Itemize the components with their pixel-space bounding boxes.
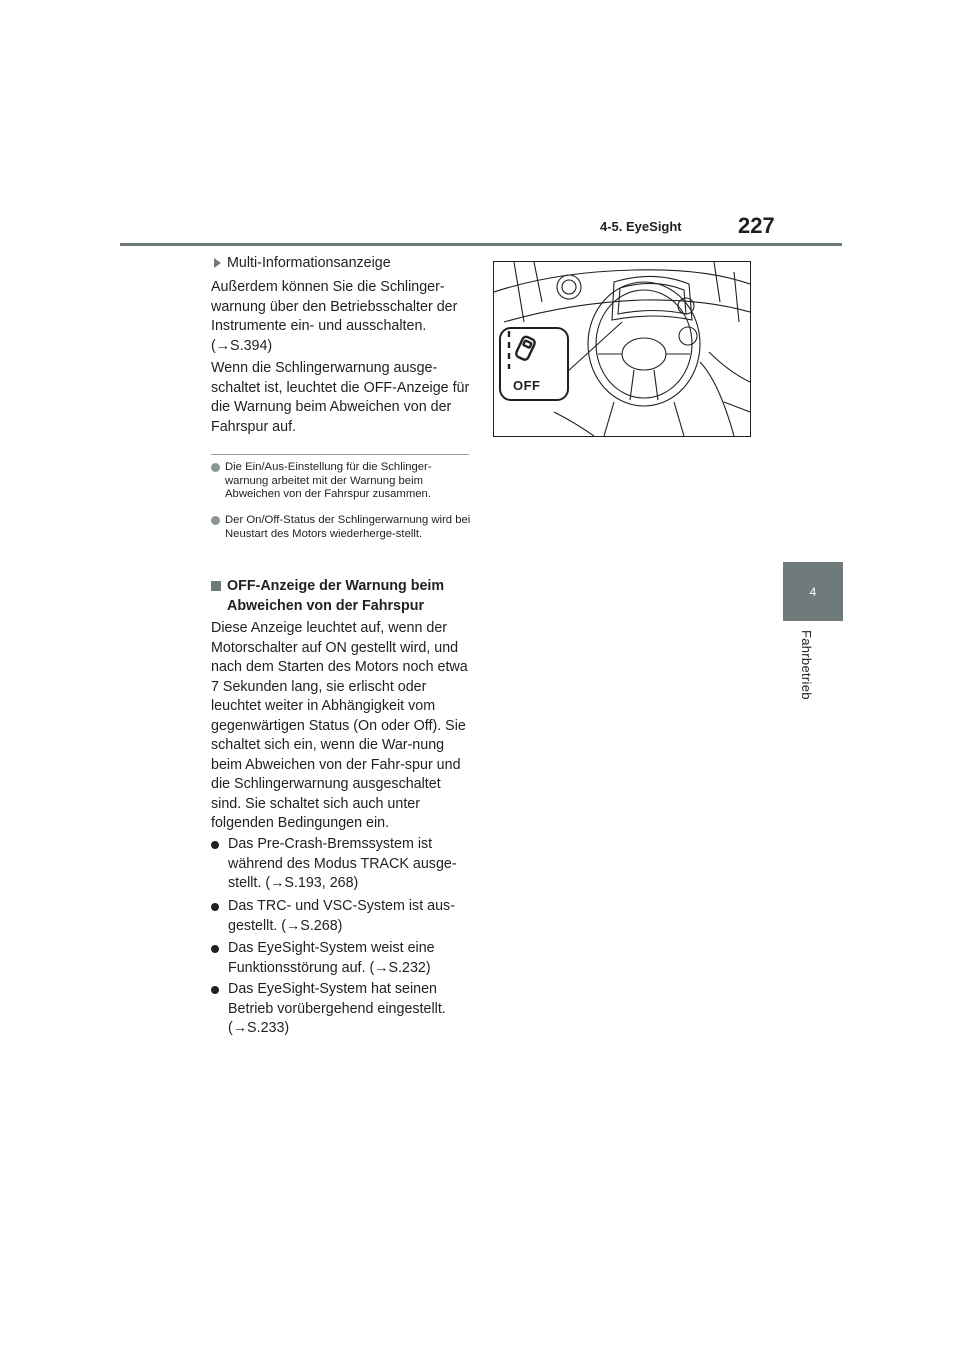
header-rule	[120, 243, 842, 246]
bullet-dot-icon	[211, 945, 219, 953]
paragraph-text: Außerdem können Sie die Schlinger-warnung über den Betriebsschalter der Instrumente ein- und ausschalten. (→S.394)	[211, 279, 458, 354]
section-body	[211, 619, 473, 834]
bullet-text: Das EyeSight-System hat seinen Betrieb vorübergehend eingestellt. (→S.233)	[228, 981, 446, 1036]
paragraph-text: Wenn die Schlingerwarnung ausge-schaltet ist, leuchtet die OFF-Anzeige für die Warnung beim Abweichen von der Fahrspur auf.	[211, 360, 470, 435]
note-item	[211, 514, 473, 541]
section-heading	[211, 577, 473, 616]
note-text: Der On/Off-Status der Schlingerwarnung wird bei Neustart des Motors wiederherge-stellt.	[225, 514, 471, 540]
note-divider	[211, 454, 469, 455]
subsection-label: Multi-Informationsanzeige	[227, 255, 391, 271]
header-section-title: 4-5. EyeSight	[600, 219, 682, 234]
off-indicator-text: OFF	[513, 378, 541, 393]
bullet-item	[211, 939, 473, 978]
chapter-tab	[783, 562, 843, 621]
note-text: Die Ein/Aus-Einstellung für die Schlinger-warnung arbeitet mit der Warnung beim Abweichen von der Fahrspur zusammen.	[225, 461, 432, 501]
intro-paragraph-2	[211, 359, 473, 437]
bullet-text: Das Pre-Crash-Bremssystem ist während des Modus TRACK ausge-stellt. (→S.193, 268)	[228, 836, 457, 891]
page-number: 227	[738, 213, 775, 238]
off-indicator-callout	[499, 327, 569, 401]
triangle-icon	[214, 258, 221, 268]
square-bullet-icon	[211, 581, 221, 591]
bullet-text: Das EyeSight-System weist eine Funktionsstörung auf. (→S.232)	[228, 940, 435, 976]
lane-departure-off-icon	[501, 329, 541, 369]
intro-paragraph-1	[211, 278, 473, 356]
dashboard-illustration	[493, 261, 751, 437]
note-bullet-icon	[211, 516, 220, 525]
bullet-dot-icon	[211, 903, 219, 911]
chapter-number: 4	[809, 584, 817, 599]
note-item	[211, 461, 473, 502]
bullet-item	[211, 897, 473, 936]
bullet-text: Das TRC- und VSC-System ist aus-gestellt. (→S.268)	[228, 898, 455, 934]
bullet-dot-icon	[211, 986, 219, 994]
bullet-dot-icon	[211, 841, 219, 849]
chapter-label: Fahrbetrieb	[799, 630, 814, 700]
section-body-text: Diese Anzeige leuchtet auf, wenn der Motorschalter auf ON gestellt wird, und nach dem Starten des Motors noch etwa 7 Sekunden lang, sie erlischt oder leuchtet weiter in Abhängigkeit vom gegenwärtigen Status (On oder Off). Sie schaltet sich ein, wenn die War-nung beim Abweichen von der Fahr-spur und die Schlingerwarnung ausgeschaltet sind. Sie schaltet sich auch unter folgenden Bedingungen ein.	[211, 620, 468, 831]
bullet-item	[211, 980, 473, 1039]
subsection-item	[211, 255, 391, 271]
bullet-item	[211, 835, 473, 894]
section-title: OFF-Anzeige der Warnung beim Abweichen von der Fahrspur	[227, 578, 445, 614]
note-bullet-icon	[211, 463, 220, 472]
